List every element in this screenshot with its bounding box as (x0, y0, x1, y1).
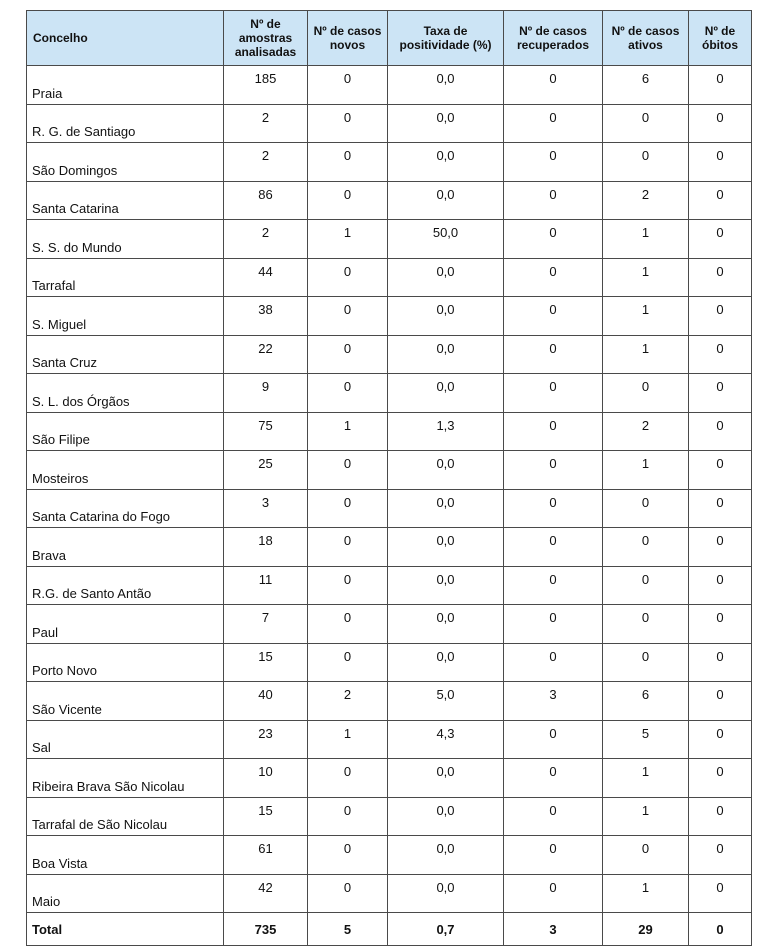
cell-concelho: Sal (27, 720, 224, 759)
cell-novos: 0 (308, 66, 388, 105)
cell-obitos: 0 (689, 528, 752, 567)
cell-taxa: 1,3 (388, 412, 504, 451)
cell-recuperados: 0 (504, 104, 603, 143)
cell-novos: 1 (308, 412, 388, 451)
cell-ativos: 0 (603, 566, 689, 605)
cell-concelho: Santa Cruz (27, 335, 224, 374)
table-row (27, 566, 752, 605)
table-row (27, 104, 752, 143)
table-row (27, 605, 752, 644)
cell-amostras: 75 (224, 412, 308, 451)
cell-amostras: 18 (224, 528, 308, 567)
cell-ativos: 1 (603, 220, 689, 259)
cell-ativos: 1 (603, 258, 689, 297)
cell-ativos: 1 (603, 451, 689, 490)
cell-concelho: Santa Catarina do Fogo (27, 489, 224, 528)
cell-obitos: 0 (689, 374, 752, 413)
cell-amostras: 25 (224, 451, 308, 490)
cell-recuperados: 0 (504, 759, 603, 798)
header-recuperados: Nº de casos recuperados (504, 11, 603, 66)
cell-novos: 0 (308, 528, 388, 567)
cell-recuperados: 0 (504, 451, 603, 490)
table-row (27, 528, 752, 567)
cell-taxa: 0,0 (388, 605, 504, 644)
table-row (27, 720, 752, 759)
cell-concelho: Brava (27, 528, 224, 567)
header-row (27, 11, 752, 66)
cell-novos: 0 (308, 258, 388, 297)
cell-amostras: 10 (224, 759, 308, 798)
cell-ativos: 0 (603, 836, 689, 875)
cell-taxa: 0,0 (388, 566, 504, 605)
cell-ativos: 1 (603, 335, 689, 374)
cell-taxa: 0,0 (388, 66, 504, 105)
cell-recuperados: 0 (504, 720, 603, 759)
cell-taxa: 0,0 (388, 104, 504, 143)
cell-obitos: 0 (689, 874, 752, 913)
cell-recuperados: 0 (504, 66, 603, 105)
cell-novos: 0 (308, 143, 388, 182)
cell-recuperados: 0 (504, 258, 603, 297)
cell-obitos: 0 (689, 489, 752, 528)
cell-recuperados: 0 (504, 836, 603, 875)
cell-obitos: 0 (689, 566, 752, 605)
cell-obitos: 0 (689, 605, 752, 644)
cell-recuperados: 0 (504, 335, 603, 374)
header-taxa: Taxa de positividade (%) (388, 11, 504, 66)
cell-recuperados: 3 (504, 682, 603, 721)
cell-taxa: 0,0 (388, 643, 504, 682)
total-recuperados: 3 (504, 913, 603, 946)
cell-novos: 0 (308, 181, 388, 220)
cell-taxa: 0,0 (388, 797, 504, 836)
cell-obitos: 0 (689, 720, 752, 759)
table-header (27, 11, 752, 66)
table-row (27, 374, 752, 413)
table-row (27, 143, 752, 182)
table-row (27, 643, 752, 682)
table-row (27, 335, 752, 374)
cell-taxa: 5,0 (388, 682, 504, 721)
cell-taxa: 0,0 (388, 335, 504, 374)
cell-amostras: 2 (224, 143, 308, 182)
cell-novos: 0 (308, 605, 388, 644)
cell-concelho: Maio (27, 874, 224, 913)
cell-ativos: 2 (603, 412, 689, 451)
cell-obitos: 0 (689, 451, 752, 490)
header-obitos: Nº de óbitos (689, 11, 752, 66)
cell-concelho: Boa Vista (27, 836, 224, 875)
cell-recuperados: 0 (504, 643, 603, 682)
cell-novos: 0 (308, 643, 388, 682)
cell-concelho: R.G. de Santo Antão (27, 566, 224, 605)
table-row (27, 759, 752, 798)
cell-novos: 0 (308, 297, 388, 336)
cell-ativos: 6 (603, 66, 689, 105)
cell-obitos: 0 (689, 258, 752, 297)
header-ativos: Nº de casos ativos (603, 11, 689, 66)
total-amostras: 735 (224, 913, 308, 946)
cell-amostras: 38 (224, 297, 308, 336)
total-row (27, 913, 752, 946)
cell-novos: 0 (308, 489, 388, 528)
cell-recuperados: 0 (504, 181, 603, 220)
cell-obitos: 0 (689, 797, 752, 836)
cell-concelho: Mosteiros (27, 451, 224, 490)
cell-recuperados: 0 (504, 220, 603, 259)
cell-concelho: S. L. dos Órgãos (27, 374, 224, 413)
table-row (27, 836, 752, 875)
cell-taxa: 0,0 (388, 374, 504, 413)
table-row (27, 451, 752, 490)
cell-amostras: 23 (224, 720, 308, 759)
cell-ativos: 0 (603, 143, 689, 182)
cell-concelho: São Filipe (27, 412, 224, 451)
cell-concelho: S. Miguel (27, 297, 224, 336)
cell-taxa: 0,0 (388, 181, 504, 220)
cell-taxa: 4,3 (388, 720, 504, 759)
header-concelho: Concelho (27, 11, 224, 66)
cell-recuperados: 0 (504, 874, 603, 913)
cell-taxa: 50,0 (388, 220, 504, 259)
cell-obitos: 0 (689, 759, 752, 798)
cell-novos: 0 (308, 335, 388, 374)
cell-concelho: Ribeira Brava São Nicolau (27, 759, 224, 798)
cell-taxa: 0,0 (388, 451, 504, 490)
cell-concelho: Paul (27, 605, 224, 644)
cell-amostras: 7 (224, 605, 308, 644)
cell-recuperados: 0 (504, 412, 603, 451)
cell-ativos: 0 (603, 374, 689, 413)
cell-concelho: S. S. do Mundo (27, 220, 224, 259)
cell-concelho: São Vicente (27, 682, 224, 721)
total-taxa: 0,7 (388, 913, 504, 946)
table-row (27, 66, 752, 105)
cell-ativos: 5 (603, 720, 689, 759)
cell-ativos: 6 (603, 682, 689, 721)
cell-taxa: 0,0 (388, 836, 504, 875)
table-row (27, 489, 752, 528)
cell-amostras: 11 (224, 566, 308, 605)
cell-amostras: 15 (224, 797, 308, 836)
cell-novos: 2 (308, 682, 388, 721)
table-row (27, 412, 752, 451)
cell-ativos: 1 (603, 797, 689, 836)
covid-cases-table (26, 10, 752, 946)
cell-amostras: 15 (224, 643, 308, 682)
cell-novos: 0 (308, 104, 388, 143)
cell-novos: 1 (308, 720, 388, 759)
cell-obitos: 0 (689, 143, 752, 182)
cell-amostras: 44 (224, 258, 308, 297)
table-row (27, 682, 752, 721)
cell-taxa: 0,0 (388, 297, 504, 336)
cell-obitos: 0 (689, 335, 752, 374)
cell-ativos: 0 (603, 528, 689, 567)
cell-taxa: 0,0 (388, 258, 504, 297)
cell-novos: 0 (308, 374, 388, 413)
cell-obitos: 0 (689, 104, 752, 143)
table-body (27, 66, 752, 946)
cell-obitos: 0 (689, 66, 752, 105)
cell-novos: 0 (308, 797, 388, 836)
cell-recuperados: 0 (504, 143, 603, 182)
cell-taxa: 0,0 (388, 489, 504, 528)
cell-recuperados: 0 (504, 528, 603, 567)
cell-concelho: São Domingos (27, 143, 224, 182)
cell-amostras: 185 (224, 66, 308, 105)
header-amostras: Nº de amostras analisadas (224, 11, 308, 66)
cell-obitos: 0 (689, 682, 752, 721)
cell-amostras: 40 (224, 682, 308, 721)
cell-novos: 0 (308, 874, 388, 913)
cell-recuperados: 0 (504, 605, 603, 644)
cell-concelho: Santa Catarina (27, 181, 224, 220)
cell-obitos: 0 (689, 643, 752, 682)
table-row (27, 297, 752, 336)
table-row (27, 181, 752, 220)
cell-amostras: 42 (224, 874, 308, 913)
cell-concelho: Tarrafal de São Nicolau (27, 797, 224, 836)
cell-amostras: 3 (224, 489, 308, 528)
cell-amostras: 61 (224, 836, 308, 875)
cell-recuperados: 0 (504, 566, 603, 605)
cell-recuperados: 0 (504, 489, 603, 528)
cell-novos: 0 (308, 836, 388, 875)
cell-novos: 0 (308, 566, 388, 605)
cell-novos: 0 (308, 451, 388, 490)
total-label: Total (27, 913, 224, 946)
cell-recuperados: 0 (504, 797, 603, 836)
cell-ativos: 1 (603, 874, 689, 913)
cell-obitos: 0 (689, 220, 752, 259)
cell-obitos: 0 (689, 836, 752, 875)
cell-recuperados: 0 (504, 374, 603, 413)
cell-ativos: 0 (603, 104, 689, 143)
cell-amostras: 2 (224, 220, 308, 259)
table-row (27, 220, 752, 259)
cell-concelho: Tarrafal (27, 258, 224, 297)
cell-concelho: R. G. de Santiago (27, 104, 224, 143)
cell-ativos: 0 (603, 643, 689, 682)
table-row (27, 258, 752, 297)
cell-taxa: 0,0 (388, 874, 504, 913)
cell-ativos: 1 (603, 759, 689, 798)
total-ativos: 29 (603, 913, 689, 946)
cell-novos: 1 (308, 220, 388, 259)
table-row (27, 874, 752, 913)
table-row (27, 797, 752, 836)
cell-recuperados: 0 (504, 297, 603, 336)
cell-obitos: 0 (689, 297, 752, 336)
cell-amostras: 86 (224, 181, 308, 220)
cell-ativos: 1 (603, 297, 689, 336)
cell-obitos: 0 (689, 412, 752, 451)
cell-amostras: 9 (224, 374, 308, 413)
cell-concelho: Praia (27, 66, 224, 105)
total-novos: 5 (308, 913, 388, 946)
total-obitos: 0 (689, 913, 752, 946)
header-novos: Nº de casos novos (308, 11, 388, 66)
cell-taxa: 0,0 (388, 528, 504, 567)
table-container (26, 10, 752, 946)
cell-concelho: Porto Novo (27, 643, 224, 682)
cell-taxa: 0,0 (388, 759, 504, 798)
cell-ativos: 0 (603, 489, 689, 528)
cell-amostras: 2 (224, 104, 308, 143)
cell-amostras: 22 (224, 335, 308, 374)
cell-novos: 0 (308, 759, 388, 798)
cell-ativos: 2 (603, 181, 689, 220)
cell-ativos: 0 (603, 605, 689, 644)
cell-taxa: 0,0 (388, 143, 504, 182)
cell-obitos: 0 (689, 181, 752, 220)
